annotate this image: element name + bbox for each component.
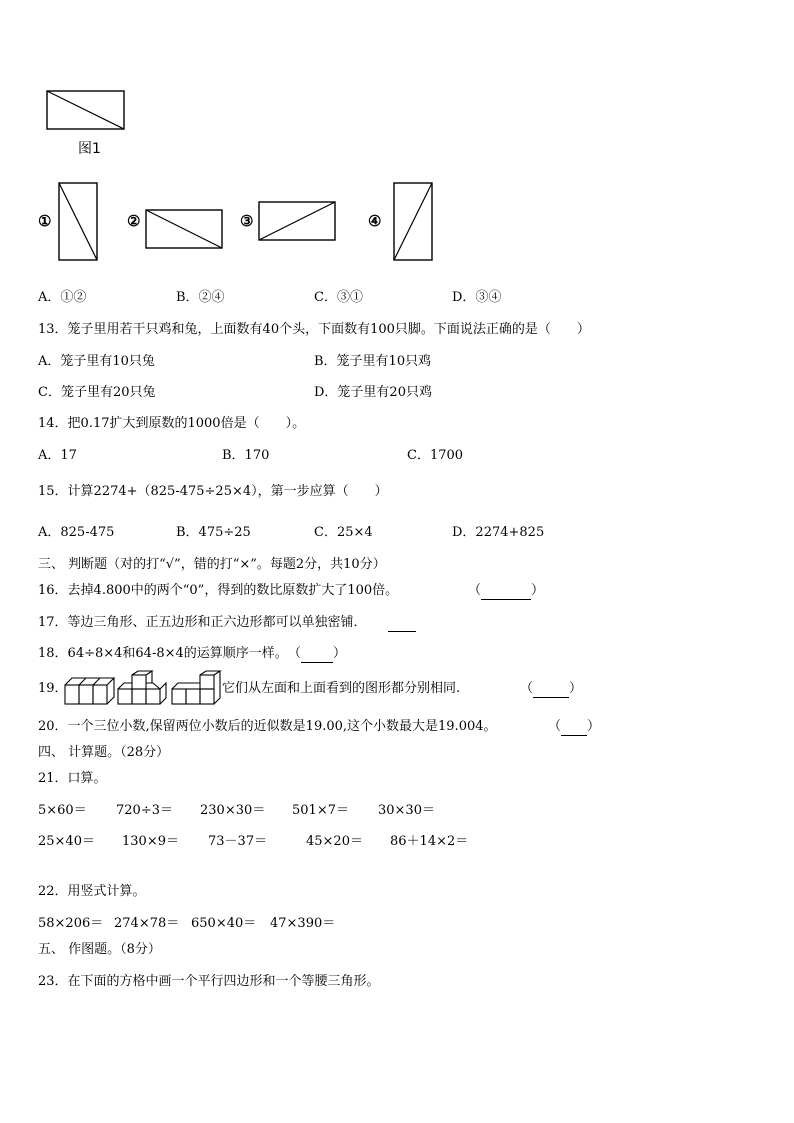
q22-item: 58×206＝ [38, 916, 104, 931]
q16-paren-close: ） [531, 583, 545, 598]
q21-item: 45×20＝ [306, 834, 363, 849]
option-4-label: ④ [368, 212, 382, 230]
q13-choice-c: C．笼子里有20只兔 [38, 385, 156, 400]
q19-cube-figure-3 [171, 670, 223, 706]
q20-answer-blank[interactable] [548, 719, 600, 736]
q14-stem: 14．把0.17扩大到原数的1000倍是（ ）。 [38, 416, 306, 431]
q16-answer-blank[interactable] [468, 583, 544, 600]
q21-item: 25×40＝ [38, 834, 95, 849]
q21-item: 230×30＝ [200, 803, 266, 818]
q15-choice-a: A．825-475 [38, 525, 115, 540]
q18-paren-close: ） [333, 646, 347, 661]
q19-blank-line [533, 681, 569, 698]
q12-choice-a: A．①② [38, 290, 87, 305]
q14-choice-b: B．170 [222, 448, 270, 463]
q13-choice-d: D．笼子里有20只鸡 [314, 385, 432, 400]
q22-item: 650×40＝ [191, 916, 257, 931]
q21-item: 720÷3＝ [116, 803, 173, 818]
q21-item: 73－37＝ [208, 834, 268, 849]
q22-item: 47×390＝ [270, 916, 336, 931]
section-4-title: 四、 计算题。（28分） [38, 745, 170, 760]
q19-text: 它们从左面和上面看到的图形都分别相同. [222, 681, 461, 696]
option-4-figure [393, 182, 435, 262]
option-1-rectangle [58, 182, 100, 262]
figure-1 [46, 90, 126, 132]
q20-paren-open: （ [548, 719, 562, 734]
q19-paren-close: ） [569, 681, 583, 696]
q13-choice-a: A．笼子里有10只兔 [38, 354, 155, 369]
q20-text: 20．一个三位小数,保留两位小数后的近似数是19.00,这个小数最大是19.004。 [38, 719, 497, 734]
q12-choice-c: C．③① [314, 290, 363, 305]
q21-title: 21．口算。 [38, 771, 107, 786]
q19-cube-figure-2 [117, 670, 169, 706]
q14-choice-a: A．17 [38, 448, 77, 463]
q15-choice-d: D．2274+825 [452, 525, 545, 540]
q12-choice-b: B．②④ [176, 290, 225, 305]
q22-title: 22．用竖式计算。 [38, 884, 146, 899]
q21-item: 130×9＝ [122, 834, 179, 849]
cube-stack-2 [117, 670, 169, 706]
q20-blank-line [561, 719, 587, 736]
q19-label: 19． [38, 681, 68, 696]
q22-item: 274×78＝ [114, 916, 180, 931]
q21-item: 30×30＝ [378, 803, 435, 818]
q21-item: 5×60＝ [38, 803, 87, 818]
q16-text: 16．去掉4.800中的两个“0”，得到的数比原数扩大了100倍。 [38, 583, 399, 598]
option-2-figure [145, 209, 225, 251]
q18-blank-line [301, 646, 333, 663]
q13-stem: 13．笼子里用若干只鸡和兔，上面数有40个头，下面数有100只脚。下面说法正确的是（ ） [38, 322, 590, 337]
section-5-title: 五、 作图题。（8分） [38, 942, 161, 957]
option-3-label: ③ [240, 212, 254, 230]
option-3-figure [258, 201, 338, 243]
q21-item: 86＋14×2＝ [390, 834, 469, 849]
q15-choice-c: C．25×4 [314, 525, 373, 540]
q21-item: 501×7＝ [292, 803, 349, 818]
q17-text: 17．等边三角形、正五边形和正六边形都可以单独密铺． [38, 615, 367, 630]
section-3-title: 三、 判断题（对的打“√”，错的打“×”。每题2分，共10分） [38, 557, 386, 572]
q19-paren-open: （ [520, 681, 534, 696]
q19-answer-blank[interactable] [520, 681, 582, 698]
cube-stack-1 [64, 674, 116, 706]
figure-1-caption: 图1 [78, 141, 101, 157]
q16-blank-line [481, 583, 531, 600]
q19-cube-figure-1 [64, 674, 116, 706]
q18-answer-blank[interactable] [288, 646, 346, 663]
q15-choice-b: B．475÷25 [176, 525, 251, 540]
option-2-rectangle [145, 209, 225, 251]
q18-text: 18．64÷8×4和64-8×4的运算顺序一样。 [38, 646, 288, 661]
option-3-rectangle [258, 201, 338, 243]
q13-choice-b: B．笼子里有10只鸡 [314, 354, 432, 369]
q16-paren-open: （ [468, 583, 482, 598]
option-4-rectangle [393, 182, 435, 262]
q14-choice-c: C．1700 [407, 448, 464, 463]
q20-paren-close: ） [587, 719, 601, 734]
option-1-figure [58, 182, 100, 262]
q17-blank-line [388, 615, 416, 632]
q17-answer-blank[interactable] [388, 615, 416, 632]
cube-stack-3 [171, 670, 223, 706]
option-1-label: ① [38, 212, 52, 230]
q15-stem: 15．计算2274+（825-475÷25×4），第一步应算（ ） [38, 484, 388, 499]
option-2-label: ② [127, 212, 141, 230]
q18-paren-open: （ [288, 646, 302, 661]
q12-choice-d: D．③④ [452, 290, 502, 305]
q23-text: 23．在下面的方格中画一个平行四边形和一个等腰三角形。 [38, 974, 380, 989]
figure-1-rectangle [46, 90, 126, 132]
